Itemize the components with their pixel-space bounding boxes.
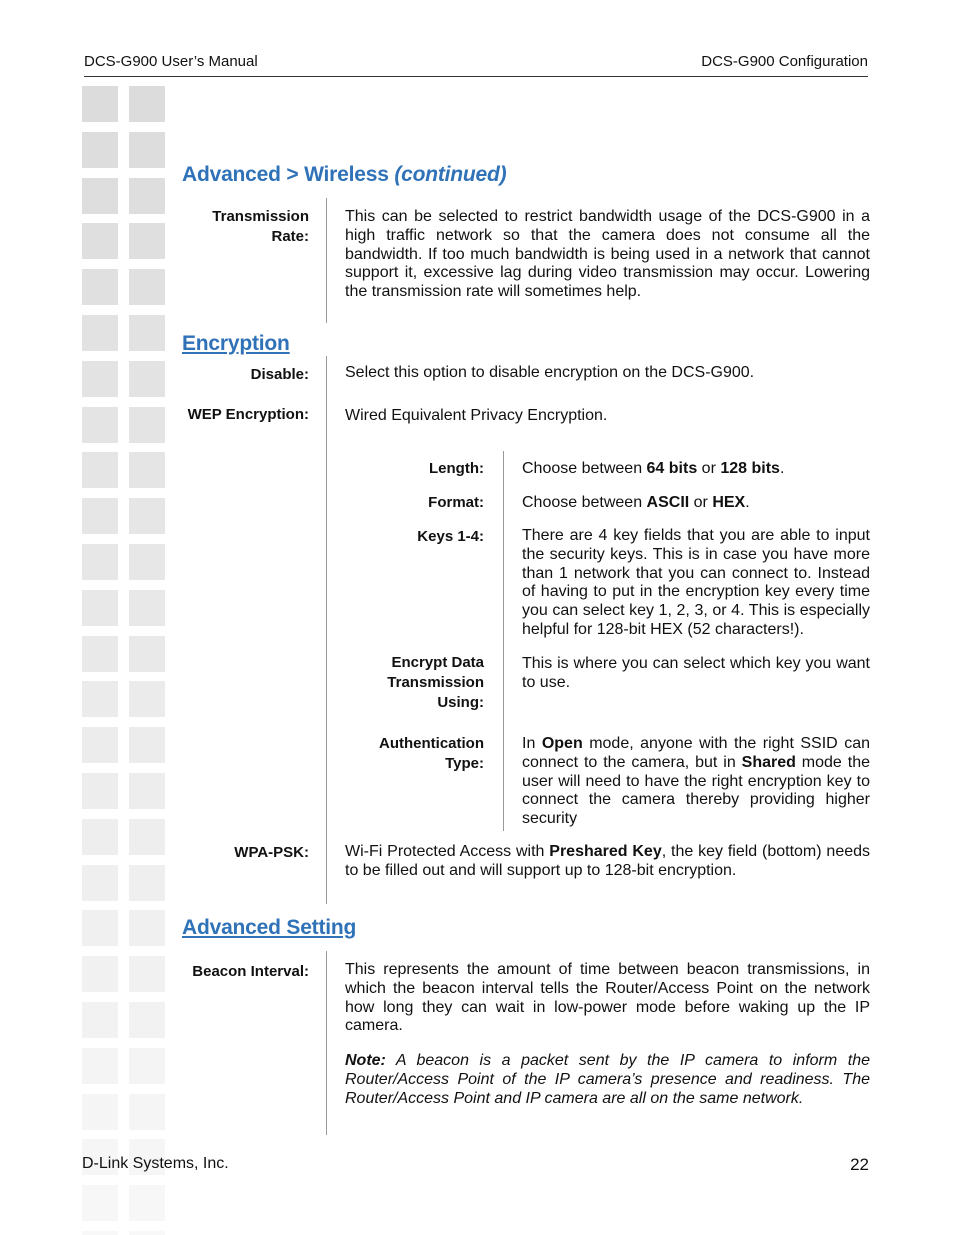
decorative-square [82, 86, 118, 122]
text-run: Choose between [522, 494, 647, 511]
decorative-square [129, 773, 165, 809]
text-length [522, 460, 870, 479]
text-wpa-psk [345, 843, 870, 881]
label-authentication-type [330, 734, 484, 774]
text-encrypt-data: This is where you can select which key you want to use. [522, 655, 870, 691]
decorative-square [82, 407, 118, 443]
decorative-square [129, 1185, 165, 1221]
decorative-square [82, 1094, 118, 1130]
section-heading-advanced-wireless [182, 163, 506, 187]
heading-main-text: Advanced > Wireless [182, 163, 395, 186]
label-disable: Disable: [250, 366, 309, 383]
decorative-square [82, 1185, 118, 1221]
text-authentication-type [522, 735, 870, 829]
decorative-square [129, 315, 165, 351]
decorative-squares [82, 84, 168, 1235]
heading-continued-text: (continued) [394, 163, 507, 186]
text-run: or [697, 460, 721, 477]
decorative-square [82, 1231, 118, 1235]
decorative-square [129, 865, 165, 901]
text-disable: Select this option to disable encryption on the DCS-G900. [345, 364, 755, 381]
text-run: or [689, 494, 713, 511]
label-keys: Keys 1-4: [417, 528, 484, 545]
section-heading-advanced-setting [182, 916, 356, 940]
text-format [522, 494, 870, 513]
label-line: Type: [445, 755, 484, 772]
header-manual-title: DCS-G900 User’s Manual [84, 53, 258, 70]
decorative-square [82, 315, 118, 351]
label-line: Authentication [379, 735, 484, 752]
footer-company: D-Link Systems, Inc. [82, 1155, 229, 1172]
text-bold: 64 bits [646, 460, 698, 477]
decorative-square [82, 178, 118, 214]
decorative-square [129, 910, 165, 946]
header-section-title: DCS-G900 Configuration [701, 53, 868, 70]
text-wep-encryption: Wired Equivalent Privacy Encryption. [345, 407, 608, 424]
decorative-square [129, 681, 165, 717]
decorative-square [82, 819, 118, 855]
decorative-square [129, 86, 165, 122]
decorative-square [82, 681, 118, 717]
text-run: In [522, 735, 542, 752]
text-run: , the key field (bottom) needs to be filled out and will support up to 128-bit encryption. [345, 843, 871, 879]
divider-line [326, 356, 327, 904]
decorative-square [82, 544, 118, 580]
decorative-square [129, 132, 165, 168]
text-beacon-interval: This represents the amount of time between beacon transmissions, in which the beacon interval tells the Router/Access Point on the network how long they can wait in low-power mode before waking up the IP camera. [345, 961, 870, 1035]
decorative-square [82, 223, 118, 259]
label-line: Transmission [387, 674, 484, 691]
note-label: Note: [345, 1052, 386, 1069]
label-line: Using: [437, 694, 484, 711]
label-transmission-rate [150, 207, 309, 247]
decorative-square [129, 498, 165, 534]
decorative-square [129, 1094, 165, 1130]
text-bold: Preshared Key [549, 843, 662, 860]
label-wpa-psk: WPA-PSK: [234, 844, 309, 861]
text-note [345, 1052, 870, 1108]
decorative-square [82, 636, 118, 672]
text-bold: Shared [741, 753, 796, 771]
decorative-square [82, 773, 118, 809]
text-transmission-rate: This can be selected to restrict bandwidth usage of the DCS-G900 in a high traffic network so that the camera does not consume all the bandwidth. If too much bandwidth is being used in a network that cannot support it, excessive lag during video transmission may occur. Lowering the transmission rate will sometimes help. [345, 208, 870, 301]
text-run: . [745, 494, 750, 511]
text-bold: Open [541, 735, 583, 752]
heading-text: Encryption [182, 332, 290, 355]
divider-line [326, 198, 327, 323]
decorative-square [82, 132, 118, 168]
text-run: . [779, 460, 785, 477]
label-encrypt-data [330, 653, 484, 713]
decorative-square [129, 1231, 165, 1235]
text-run: mode the user will need to have the right encryption key to connect the camera thereby providing higher security [522, 753, 870, 828]
label-length: Length: [429, 460, 484, 477]
label-wep-encryption: WEP Encryption: [187, 406, 309, 423]
decorative-square [82, 590, 118, 626]
text-bold: ASCII [646, 494, 690, 511]
text-run: Choose between [522, 460, 647, 477]
decorative-square [82, 269, 118, 305]
divider-line [326, 951, 327, 1135]
note-text: A beacon is a packet sent by the IP camera to inform the Router/Access Point of the IP camera’s presence and readiness. The Router/Access Point and IP camera are all on the same network. [345, 1052, 870, 1107]
decorative-square [129, 1002, 165, 1038]
label-line: Rate: [271, 228, 309, 245]
footer-page-number: 22 [850, 1155, 869, 1174]
text-run: Wi-Fi Protected Access with [345, 843, 550, 860]
divider-line-inner [503, 451, 504, 831]
section-heading-encryption [182, 332, 290, 356]
decorative-square [82, 910, 118, 946]
decorative-square [82, 1002, 118, 1038]
decorative-square [129, 269, 165, 305]
decorative-square [129, 452, 165, 488]
decorative-square [129, 727, 165, 763]
decorative-square [82, 1048, 118, 1084]
decorative-square [129, 590, 165, 626]
label-line: Transmission [212, 208, 309, 225]
heading-text: Advanced Setting [182, 916, 357, 939]
header-rule [84, 76, 868, 77]
decorative-square [82, 452, 118, 488]
decorative-square [129, 1048, 165, 1084]
decorative-square [82, 498, 118, 534]
decorative-square [82, 956, 118, 992]
decorative-square [129, 636, 165, 672]
text-run: mode, anyone with the right SSID can connect to the camera, but in [522, 735, 870, 771]
decorative-square [129, 544, 165, 580]
label-beacon-interval: Beacon Interval: [192, 963, 309, 980]
text-bold: HEX [712, 494, 746, 511]
label-line: Encrypt Data [391, 654, 484, 671]
decorative-square [82, 727, 118, 763]
text-bold: 128 bits [720, 460, 780, 477]
label-format: Format: [428, 494, 484, 511]
decorative-square [82, 361, 118, 397]
decorative-square [82, 865, 118, 901]
text-keys: There are 4 key fields that you are able to input the security keys. This is in case you have more than 1 network that you can connect to. Instead of having to put in the encryption key every time you can select key 1, 2, 3, or 4. This is especially helpful for 128-bit HEX (52 characters!). [522, 527, 870, 638]
